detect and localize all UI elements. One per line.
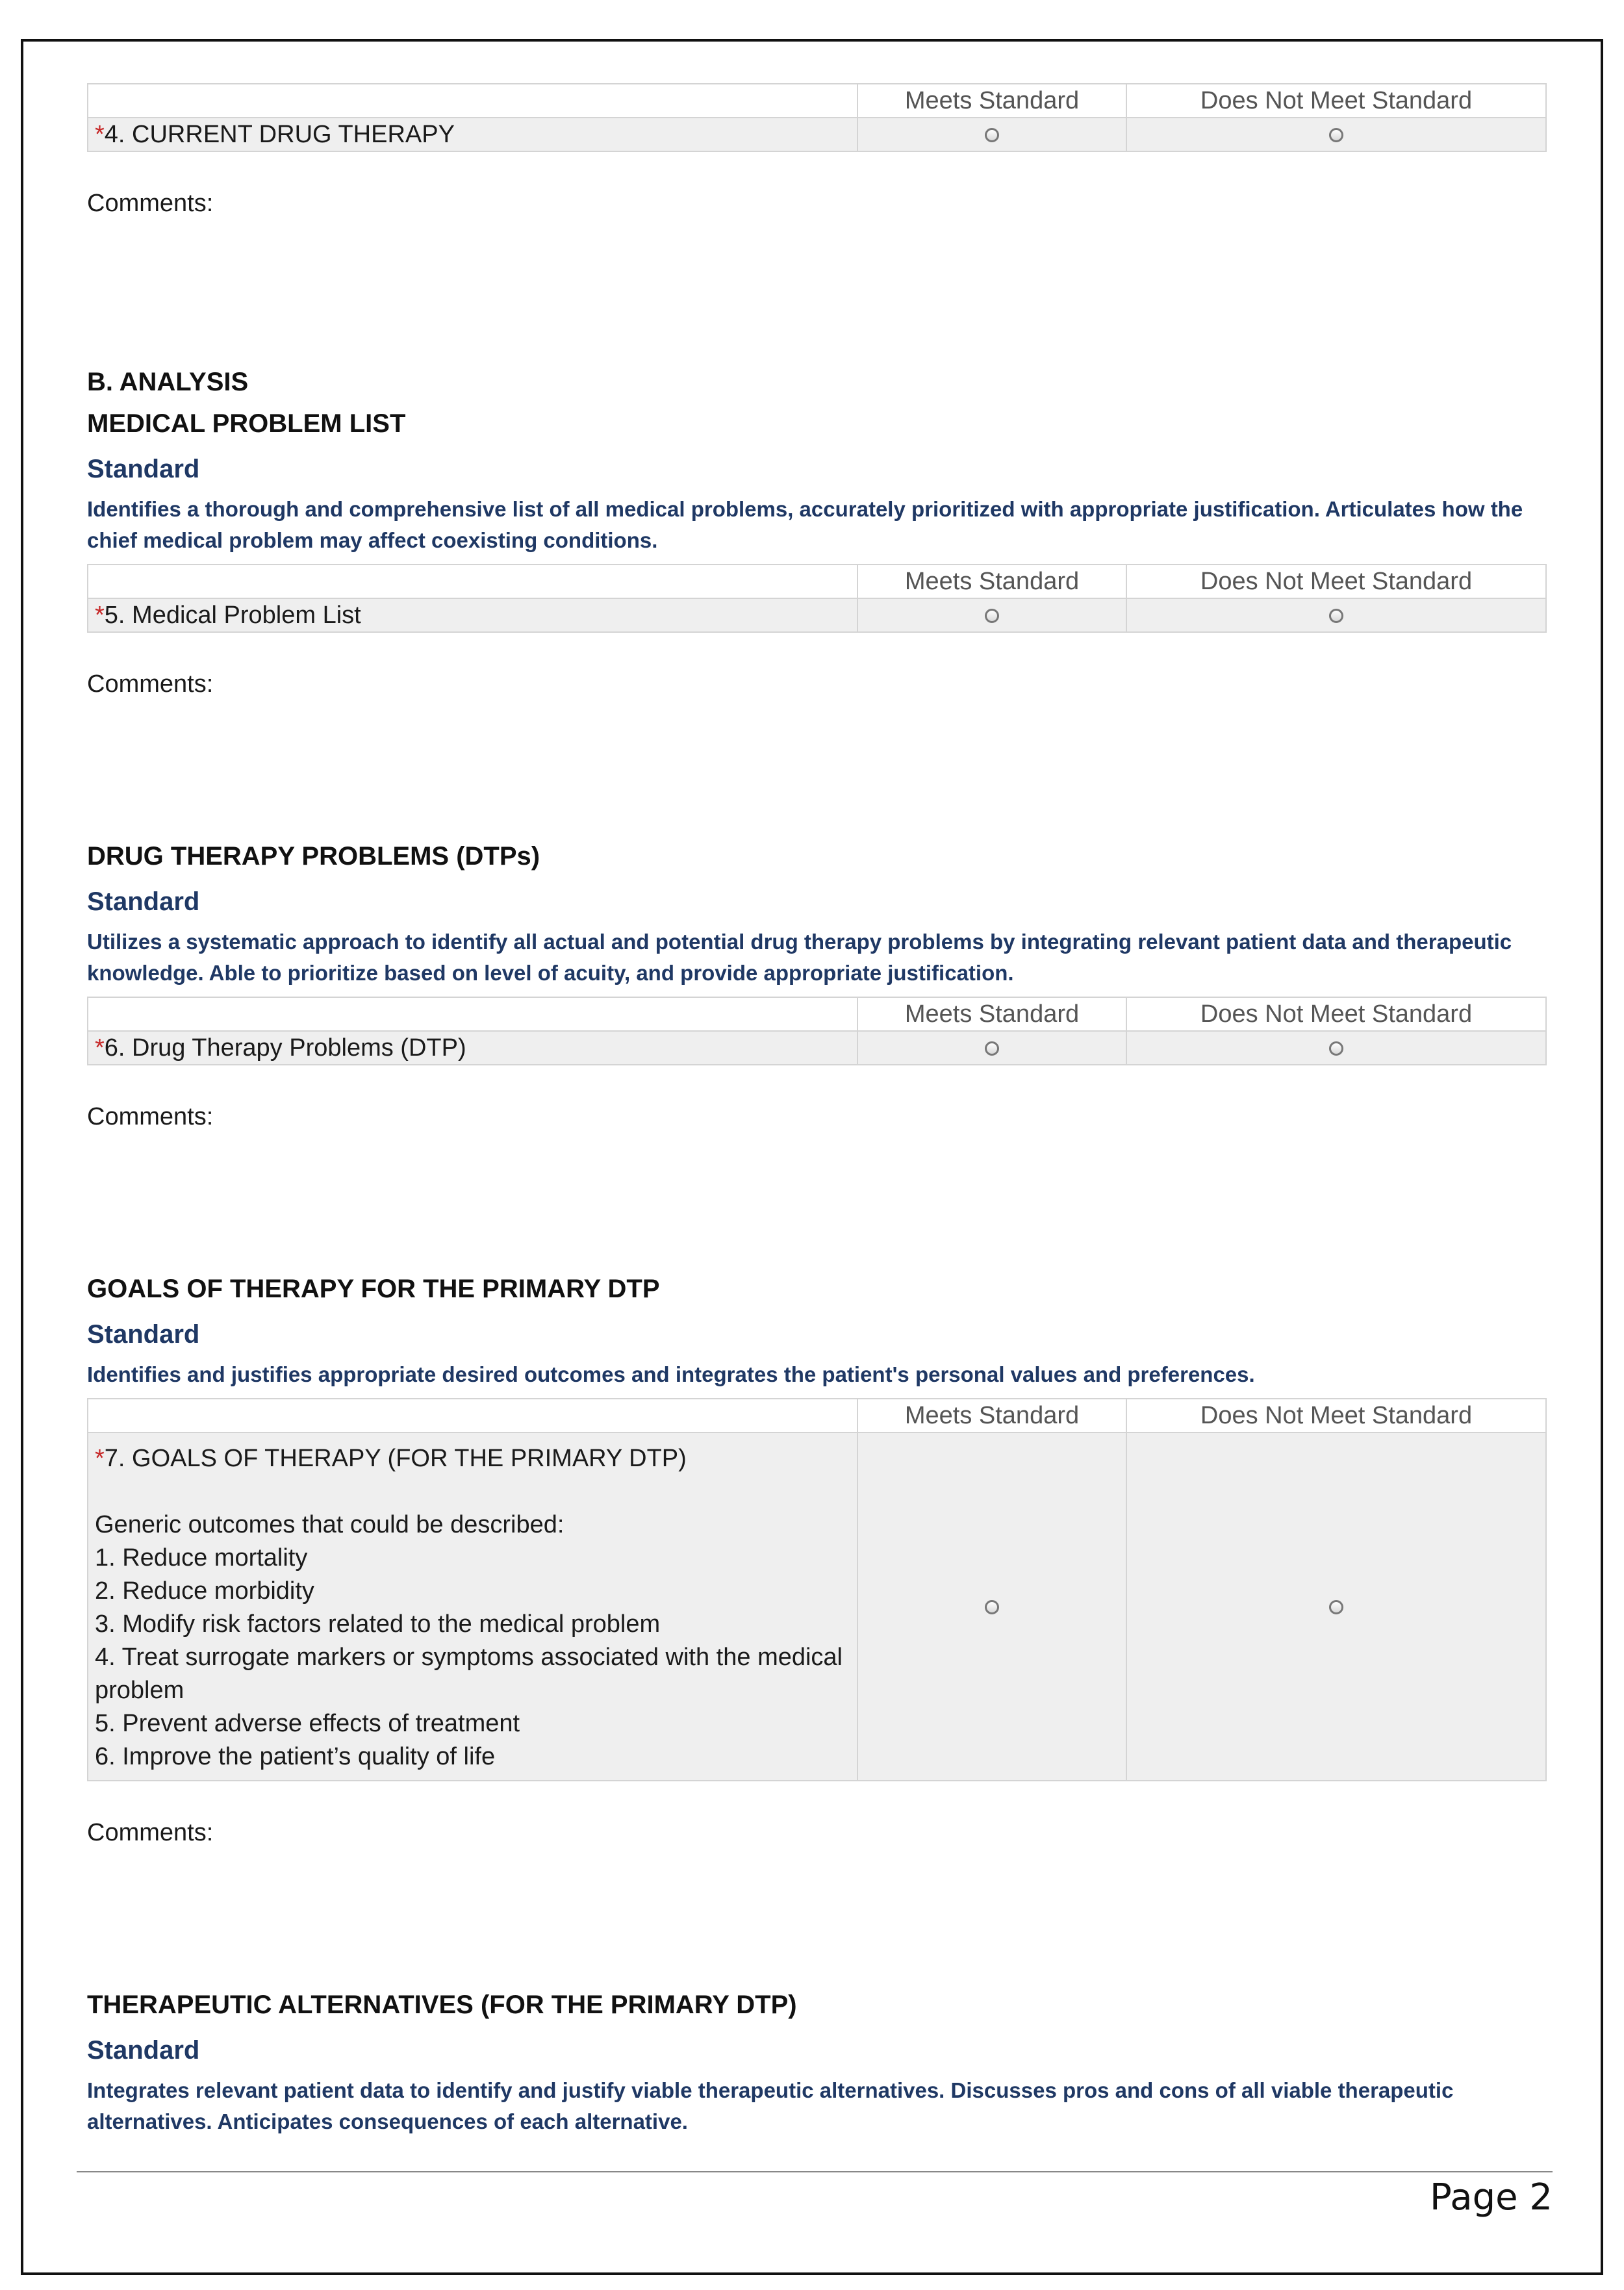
- header-blank-cell: [88, 565, 857, 598]
- header-meets: Meets Standard: [857, 1399, 1126, 1432]
- comments-label: Comments:: [87, 670, 214, 698]
- not-meets-radio-item6[interactable]: [1329, 1041, 1343, 1056]
- meets-cell: [857, 118, 1126, 151]
- standard-heading: Standard: [87, 887, 200, 916]
- section-title: DRUG THERAPY PROBLEMS (DTPs): [87, 842, 540, 871]
- item-label: *5. Medical Problem List: [88, 598, 857, 632]
- section-title: THERAPEUTIC ALTERNATIVES (FOR THE PRIMARY DTP): [87, 1991, 797, 2019]
- standard-text: Identifies a thorough and comprehensive list of all medical problems, accurately prioritized with appropriate justification. Articulates how the chief medical problem may affect coexisting conditions.: [87, 497, 1523, 552]
- header-blank-cell: [88, 84, 857, 118]
- comments-label: Comments:: [87, 1103, 214, 1130]
- page-number: Page 2: [1430, 2176, 1553, 2219]
- not-meets-radio-item4[interactable]: [1329, 128, 1343, 142]
- required-marker: *: [95, 1445, 105, 1472]
- comments-label: Comments:: [87, 190, 214, 217]
- item-label: *7. GOALS OF THERAPY (FOR THE PRIMARY DTP): [95, 1445, 687, 1472]
- standard-heading: Standard: [87, 455, 200, 483]
- meets-cell: [857, 1031, 1126, 1065]
- outcome-item: 3. Modify risk factors related to the medical problem: [95, 1610, 661, 1638]
- header-meets: Meets Standard: [857, 84, 1126, 118]
- not-meets-cell: [1126, 1031, 1546, 1065]
- footer-divider: [77, 2171, 1553, 2172]
- meets-radio-item7[interactable]: [985, 1600, 999, 1614]
- standard-heading: Standard: [87, 2036, 200, 2065]
- header-not-meets: Does Not Meet Standard: [1126, 997, 1546, 1031]
- outcome-item: 6. Improve the patient’s quality of life: [95, 1743, 496, 1770]
- rubric-table-item7: [87, 1398, 1547, 1781]
- outcome-item: 2. Reduce morbidity: [95, 1577, 314, 1605]
- header-meets: Meets Standard: [857, 565, 1126, 598]
- not-meets-radio-item5[interactable]: [1329, 609, 1343, 623]
- header-not-meets: Does Not Meet Standard: [1126, 84, 1546, 118]
- rubric-table-item5: [87, 564, 1547, 633]
- meets-radio-item6[interactable]: [985, 1041, 999, 1056]
- standard-text: Utilizes a systematic approach to identify all actual and potential drug therapy problems by integrating relevant patient data and therapeutic knowledge. Able to prioritize based on level of acuity, and provide appropriate justification.: [87, 930, 1512, 985]
- outcome-item: 1. Reduce mortality: [95, 1544, 308, 1571]
- rubric-table-item4: [87, 83, 1547, 152]
- outcomes-intro: Generic outcomes that could be described:: [95, 1511, 565, 1538]
- header-blank-cell: [88, 1399, 857, 1432]
- required-marker: *: [95, 120, 105, 148]
- item-label: *6. Drug Therapy Problems (DTP): [88, 1031, 857, 1065]
- section-title: B. ANALYSIS: [87, 368, 249, 396]
- header-not-meets: Does Not Meet Standard: [1126, 565, 1546, 598]
- form-content: [87, 83, 1545, 2145]
- item-label: *4. CURRENT DRUG THERAPY: [88, 118, 857, 151]
- not-meets-cell: [1126, 118, 1546, 151]
- header-meets: Meets Standard: [857, 997, 1126, 1031]
- required-marker: *: [95, 601, 105, 629]
- meets-cell: [857, 1432, 1126, 1781]
- comments-label: Comments:: [87, 1819, 214, 1846]
- not-meets-cell: [1126, 598, 1546, 632]
- required-marker: *: [95, 1034, 105, 1062]
- not-meets-radio-item7[interactable]: [1329, 1600, 1343, 1614]
- meets-radio-item4[interactable]: [985, 128, 999, 142]
- standard-text: Identifies and justifies appropriate desired outcomes and integrates the patient's personal values and preferences.: [87, 1362, 1255, 1386]
- header-not-meets: Does Not Meet Standard: [1126, 1399, 1546, 1432]
- standard-text: Integrates relevant patient data to identify and justify viable therapeutic alternatives. Discusses pros and cons of all viable therapeutic alternatives. Anticipates consequences of each alternative.: [87, 2078, 1454, 2133]
- section-title: GOALS OF THERAPY FOR THE PRIMARY DTP: [87, 1275, 660, 1303]
- rubric-table-item6: [87, 997, 1547, 1065]
- item-description: [88, 1432, 857, 1781]
- not-meets-cell: [1126, 1432, 1546, 1781]
- outcome-item: 4. Treat surrogate markers or symptoms associated with the medical problem: [95, 1644, 850, 1704]
- meets-cell: [857, 598, 1126, 632]
- header-blank-cell: [88, 997, 857, 1031]
- standard-heading: Standard: [87, 1320, 200, 1349]
- section-title: MEDICAL PROBLEM LIST: [87, 409, 406, 438]
- outcome-item: 5. Prevent adverse effects of treatment: [95, 1710, 520, 1737]
- meets-radio-item5[interactable]: [985, 609, 999, 623]
